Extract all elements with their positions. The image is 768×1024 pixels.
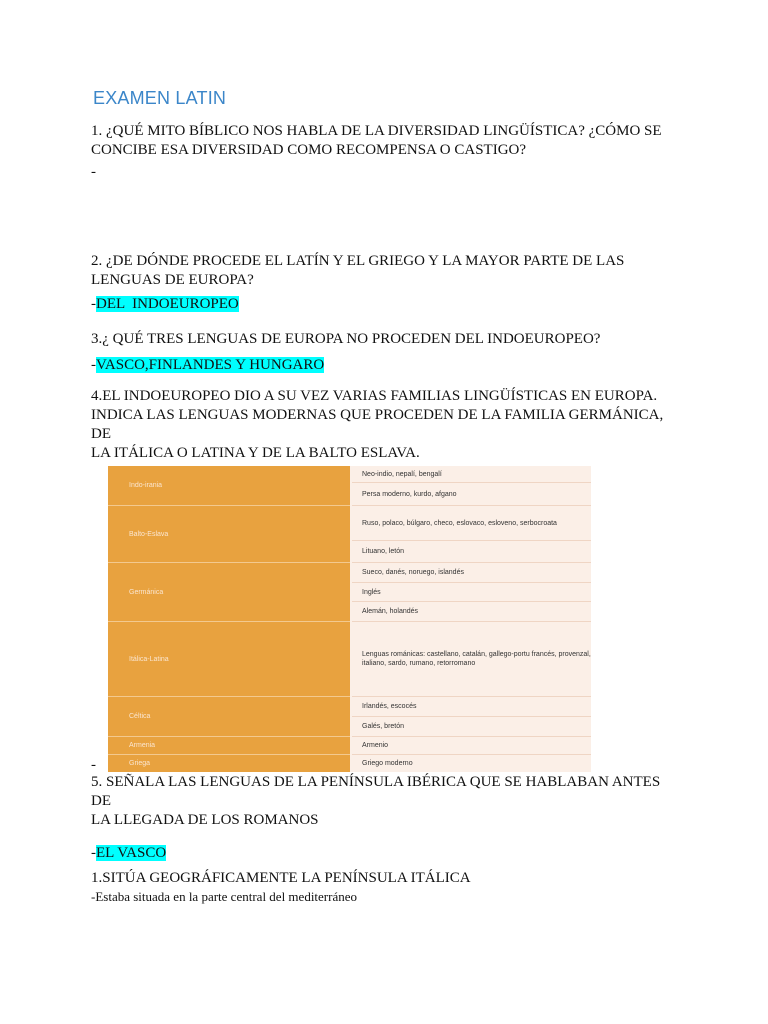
language-cell: Armenio xyxy=(352,737,591,755)
language-cell: Sueco, danés, noruego, islandés xyxy=(352,563,591,583)
answer-3-highlight: VASCO,FINLANDES Y HUNGARO xyxy=(96,357,325,373)
language-cell: Griego moderno xyxy=(362,760,413,767)
family-cell: Germánica xyxy=(108,563,350,622)
answer-1: - xyxy=(91,164,96,180)
family-cell: Indo-irania xyxy=(108,466,350,506)
family-cell: Balto-Eslava xyxy=(108,506,350,563)
answer-2 xyxy=(91,295,681,314)
answer-5-prefix: - xyxy=(91,845,96,861)
answer-3 xyxy=(91,356,681,375)
answer-2-prefix: - xyxy=(91,296,96,312)
answer-3-prefix: - xyxy=(91,357,96,373)
family-cell: Itálica-Latina xyxy=(108,622,350,697)
language-cell: Lenguas románicas: castellano, catalán, gallego-portu francés, provenzal, italiano, sardo, rumano, retorromano xyxy=(352,622,591,697)
question-4 xyxy=(91,387,681,463)
language-cell: Inglés xyxy=(352,583,591,602)
question-1-line-2: CONCIBE ESA DIVERSIDAD COMO RECOMPENSA O CASTIGO? xyxy=(91,142,527,158)
language-cell: Alemán, holandés xyxy=(352,602,591,622)
question-6: 1.SITÚA GEOGRÁFICAMENTE LA PENÍNSULA ITÁLICA xyxy=(91,870,471,886)
answer-2-highlight: DEL INDOEUROPEO xyxy=(96,296,239,312)
question-3: 3.¿ QUÉ TRES LENGUAS DE EUROPA NO PROCEDEN DEL INDOEUROPEO? xyxy=(91,331,601,347)
question-2-line-1: 2. ¿DE DÓNDE PROCEDE EL LATÍN Y EL GRIEGO Y LA MAYOR PARTE DE LAS xyxy=(91,253,625,269)
page-title: EXAMEN LATIN xyxy=(93,88,227,108)
question-1-line-1: 1. ¿QUÉ MITO BÍBLICO NOS HABLA DE LA DIVERSIDAD LINGÜÍSTICA? ¿CÓMO SE xyxy=(91,123,662,139)
family-cell: Céltica xyxy=(108,697,350,737)
question-4-line-3: LA ITÁLICA O LATINA Y DE LA BALTO ESLAVA. xyxy=(91,445,420,461)
language-cell: Galés, bretón xyxy=(352,717,591,737)
question-5 xyxy=(91,773,681,830)
answer-5 xyxy=(91,844,681,863)
family-cell: Armenia xyxy=(108,737,350,755)
language-cell: Ruso, polaco, búlgaro, checo, eslovaco, esloveno, serbocroata xyxy=(352,506,591,541)
answer-6: -Estaba situada en la parte central del mediterráneo xyxy=(91,889,358,904)
answer-4-dash: - xyxy=(91,757,96,773)
question-1 xyxy=(91,122,681,160)
language-families-table xyxy=(108,466,591,772)
question-2-line-2: LENGUAS DE EUROPA? xyxy=(91,272,254,288)
language-cell: Irlandés, escocés xyxy=(352,697,591,717)
answer-5-highlight: EL VASCO xyxy=(96,845,167,861)
question-2 xyxy=(91,252,681,290)
question-4-line-1: 4.EL INDOEUROPEO DIO A SU VEZ VARIAS FAMILIAS LINGÜÍSTICAS EN EUROPA. xyxy=(91,388,658,404)
question-5-line-2: LA LLEGADA DE LOS ROMANOS xyxy=(91,812,319,828)
question-5-line-1: 5. SEÑALA LAS LENGUAS DE LA PENÍNSULA IBÉRICA QUE SE HABLABAN ANTES DE xyxy=(91,774,661,809)
language-cell: Neo-indio, nepalí, bengalí xyxy=(352,466,591,483)
family-cell: Griega xyxy=(129,760,151,767)
question-4-line-2: INDICA LAS LENGUAS MODERNAS QUE PROCEDEN DE LA FAMILIA GERMÁNICA, DE xyxy=(91,407,664,442)
language-cell: Lituano, letón xyxy=(352,541,591,563)
language-cell: Persa moderno, kurdo, afgano xyxy=(352,483,591,506)
